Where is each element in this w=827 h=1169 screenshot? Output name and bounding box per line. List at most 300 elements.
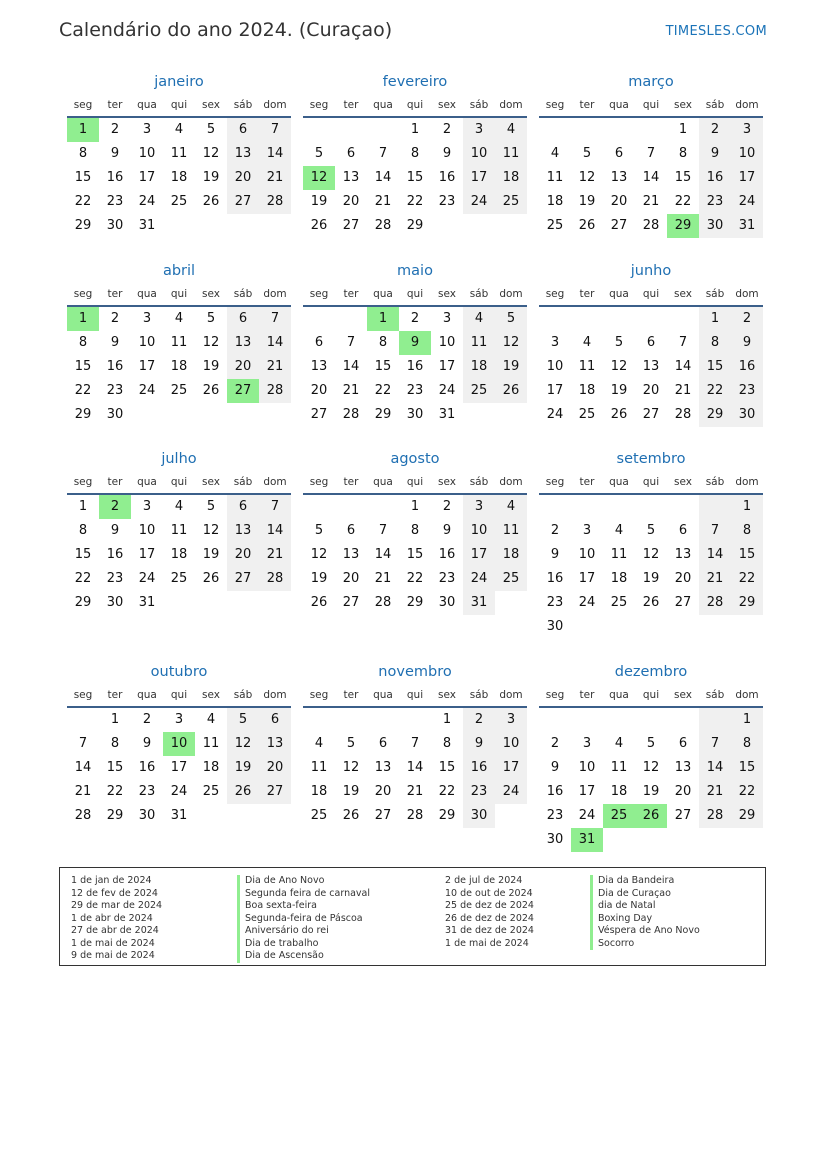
day-cell: 19 bbox=[578, 194, 596, 209]
empty-cell bbox=[667, 495, 699, 519]
day-cell: 19 bbox=[495, 355, 527, 379]
day-cell: 27 bbox=[259, 780, 291, 804]
day-cell: 11 bbox=[170, 335, 188, 350]
day-cell: 22 bbox=[438, 784, 456, 799]
empty-cell bbox=[195, 804, 227, 828]
day-cell: 14 bbox=[699, 543, 731, 567]
day-cell: 7 bbox=[378, 523, 388, 538]
day-cell: 3 bbox=[442, 311, 452, 326]
day-cell: 13 bbox=[642, 359, 660, 374]
day-cell: 13 bbox=[227, 519, 259, 543]
weekday-label: seg bbox=[309, 476, 329, 488]
day-cell: 14 bbox=[674, 359, 692, 374]
day-cell: 6 bbox=[646, 335, 656, 350]
day-cell: 15 bbox=[374, 359, 392, 374]
week-row bbox=[539, 118, 763, 142]
day-cell: 13 bbox=[610, 170, 628, 185]
day-cell: 26 bbox=[202, 571, 220, 586]
week-row bbox=[539, 307, 763, 331]
weekday-label: dom bbox=[735, 689, 759, 701]
empty-cell bbox=[571, 495, 603, 519]
month-title: abril bbox=[162, 263, 196, 279]
day-cell: 12 bbox=[303, 166, 335, 190]
day-cell: 24 bbox=[463, 190, 495, 214]
day-cell: 29 bbox=[106, 808, 124, 823]
day-cell: 2 bbox=[550, 736, 560, 751]
month-title: julho bbox=[161, 451, 197, 467]
day-cell: 6 bbox=[678, 736, 688, 751]
day-cell: 3 bbox=[731, 118, 763, 142]
weekday-label: sáb bbox=[233, 288, 253, 300]
day-cell: 10 bbox=[138, 146, 156, 161]
legend-holiday-name: dia de Natal bbox=[590, 900, 700, 913]
empty-cell bbox=[539, 708, 571, 732]
week-row bbox=[539, 519, 763, 543]
day-cell: 15 bbox=[74, 170, 92, 185]
day-cell: 14 bbox=[374, 170, 392, 185]
week-row bbox=[67, 780, 291, 804]
legend-date: 1 de abr de 2024 bbox=[71, 912, 153, 924]
weekday-label: qua bbox=[609, 288, 629, 300]
empty-cell bbox=[195, 591, 227, 615]
day-cell: 19 bbox=[202, 547, 220, 562]
weekday-label: qui bbox=[406, 288, 424, 300]
day-cell: 12 bbox=[202, 335, 220, 350]
weekday-label: sáb bbox=[705, 288, 725, 300]
day-cell: 29 bbox=[438, 808, 456, 823]
empty-cell bbox=[495, 403, 527, 427]
legend-holiday-name: Segunda feira de carnaval bbox=[237, 888, 370, 901]
week-row bbox=[539, 543, 763, 567]
day-cell: 30 bbox=[699, 214, 731, 238]
weekday-label: qua bbox=[137, 476, 157, 488]
empty-cell bbox=[303, 118, 335, 142]
day-cell: 13 bbox=[674, 547, 692, 562]
day-cell: 13 bbox=[310, 359, 328, 374]
day-cell: 9 bbox=[110, 146, 120, 161]
day-cell: 1 bbox=[78, 499, 88, 514]
day-cell: 25 bbox=[202, 784, 220, 799]
day-cell: 24 bbox=[463, 567, 495, 591]
day-cell: 12 bbox=[642, 760, 660, 775]
day-cell: 11 bbox=[495, 519, 527, 543]
empty-cell bbox=[495, 591, 527, 615]
day-cell: 2 bbox=[463, 708, 495, 732]
day-cell: 12 bbox=[227, 732, 259, 756]
week-row bbox=[303, 190, 527, 214]
day-cell: 2 bbox=[110, 122, 120, 137]
day-cell: 4 bbox=[463, 307, 495, 331]
weekday-label: ter bbox=[579, 476, 595, 488]
day-cell: 3 bbox=[463, 495, 495, 519]
weekday-label: sáb bbox=[705, 476, 725, 488]
day-cell: 8 bbox=[110, 736, 120, 751]
day-cell: 27 bbox=[642, 407, 660, 422]
week-row bbox=[67, 307, 291, 331]
day-cell: 17 bbox=[463, 166, 495, 190]
day-cell: 7 bbox=[646, 146, 656, 161]
day-cell: 24 bbox=[495, 780, 527, 804]
day-cell: 30 bbox=[546, 832, 564, 847]
day-cell: 4 bbox=[174, 499, 184, 514]
weekday-label: sex bbox=[202, 288, 220, 300]
empty-cell bbox=[635, 828, 667, 852]
day-cell: 5 bbox=[206, 311, 216, 326]
empty-cell bbox=[495, 214, 527, 238]
week-row bbox=[539, 567, 763, 591]
legend-date: 1 de jan de 2024 bbox=[71, 875, 152, 886]
day-cell: 21 bbox=[342, 383, 360, 398]
day-cell: 26 bbox=[310, 218, 328, 233]
day-cell: 14 bbox=[259, 142, 291, 166]
day-cell: 5 bbox=[582, 146, 592, 161]
day-cell: 10 bbox=[438, 335, 456, 350]
day-cell: 7 bbox=[410, 736, 420, 751]
day-cell: 12 bbox=[342, 760, 360, 775]
day-cell: 30 bbox=[463, 804, 495, 828]
day-cell: 12 bbox=[310, 547, 328, 562]
empty-cell bbox=[303, 708, 335, 732]
week-row bbox=[539, 780, 763, 804]
day-cell: 25 bbox=[170, 194, 188, 209]
empty-cell bbox=[603, 615, 635, 639]
weekday-header bbox=[67, 283, 291, 307]
day-cell: 2 bbox=[550, 523, 560, 538]
day-cell: 7 bbox=[699, 519, 731, 543]
legend-holiday-name: Dia de trabalho bbox=[237, 938, 370, 951]
day-cell: 20 bbox=[310, 383, 328, 398]
empty-cell bbox=[603, 495, 635, 519]
day-cell: 22 bbox=[74, 571, 92, 586]
day-cell: 16 bbox=[106, 547, 124, 562]
weekday-label: qua bbox=[137, 689, 157, 701]
weekday-label: qua bbox=[373, 99, 393, 111]
empty-cell bbox=[635, 708, 667, 732]
day-cell: 29 bbox=[406, 595, 424, 610]
month-title: janeiro bbox=[154, 74, 204, 90]
weekday-label: ter bbox=[343, 99, 359, 111]
day-cell: 16 bbox=[138, 760, 156, 775]
empty-cell bbox=[195, 403, 227, 427]
week-row bbox=[539, 355, 763, 379]
day-cell: 15 bbox=[438, 760, 456, 775]
day-cell: 18 bbox=[610, 784, 628, 799]
empty-cell bbox=[635, 495, 667, 519]
day-cell: 16 bbox=[438, 170, 456, 185]
week-row bbox=[303, 732, 527, 756]
day-cell: 15 bbox=[674, 170, 692, 185]
day-cell: 10 bbox=[463, 519, 495, 543]
weekday-label: qua bbox=[137, 99, 157, 111]
day-cell: 18 bbox=[495, 166, 527, 190]
legend-date: 29 de mar de 2024 bbox=[71, 900, 163, 911]
day-cell: 19 bbox=[310, 571, 328, 586]
legend-date: 1 de mai de 2024 bbox=[71, 937, 155, 949]
empty-cell bbox=[335, 495, 367, 519]
weekday-label: seg bbox=[73, 99, 93, 111]
day-cell: 21 bbox=[259, 166, 291, 190]
day-cell: 26 bbox=[202, 383, 220, 398]
day-cell: 1 bbox=[410, 122, 420, 137]
legend-date: 1 de mai de 2024 bbox=[445, 937, 529, 949]
day-cell: 26 bbox=[635, 804, 667, 828]
weekday-label: dom bbox=[263, 689, 287, 701]
week-row bbox=[67, 142, 291, 166]
week-row bbox=[539, 331, 763, 355]
day-cell: 28 bbox=[699, 591, 731, 615]
day-cell: 26 bbox=[642, 595, 660, 610]
week-row bbox=[67, 519, 291, 543]
day-cell: 1 bbox=[731, 708, 763, 732]
day-cell: 4 bbox=[614, 523, 624, 538]
empty-cell bbox=[539, 307, 571, 331]
empty-cell bbox=[667, 615, 699, 639]
week-row bbox=[303, 166, 527, 190]
day-cell: 1 bbox=[67, 307, 99, 331]
day-cell: 11 bbox=[578, 359, 596, 374]
weekday-label: ter bbox=[579, 288, 595, 300]
weekday-label: sáb bbox=[233, 99, 253, 111]
week-row bbox=[303, 403, 527, 427]
day-cell: 25 bbox=[546, 218, 564, 233]
day-cell: 29 bbox=[699, 403, 731, 427]
week-row bbox=[303, 142, 527, 166]
day-cell: 29 bbox=[406, 218, 424, 233]
empty-cell bbox=[635, 615, 667, 639]
week-row bbox=[67, 331, 291, 355]
empty-cell bbox=[335, 708, 367, 732]
day-cell: 2 bbox=[99, 495, 131, 519]
week-row bbox=[303, 708, 527, 732]
empty-cell bbox=[571, 708, 603, 732]
site-link[interactable]: TIMESLES.COM bbox=[665, 24, 767, 39]
day-cell: 5 bbox=[646, 736, 656, 751]
week-row bbox=[539, 495, 763, 519]
day-cell: 25 bbox=[495, 190, 527, 214]
day-cell: 19 bbox=[642, 571, 660, 586]
day-cell: 20 bbox=[342, 571, 360, 586]
day-cell: 21 bbox=[374, 194, 392, 209]
empty-cell bbox=[303, 495, 335, 519]
day-cell: 18 bbox=[610, 571, 628, 586]
day-cell: 19 bbox=[642, 784, 660, 799]
day-cell: 17 bbox=[731, 166, 763, 190]
day-cell: 3 bbox=[174, 712, 184, 727]
day-cell: 29 bbox=[374, 407, 392, 422]
weekday-label: seg bbox=[309, 99, 329, 111]
weekday-header bbox=[303, 283, 527, 307]
day-cell: 22 bbox=[406, 194, 424, 209]
day-cell: 10 bbox=[578, 547, 596, 562]
day-cell: 13 bbox=[342, 170, 360, 185]
weekday-header bbox=[303, 471, 527, 495]
day-cell: 24 bbox=[438, 383, 456, 398]
day-cell: 23 bbox=[406, 383, 424, 398]
empty-cell bbox=[399, 708, 431, 732]
day-cell: 12 bbox=[578, 170, 596, 185]
weekday-label: qui bbox=[642, 99, 660, 111]
day-cell: 14 bbox=[74, 760, 92, 775]
day-cell: 17 bbox=[578, 784, 596, 799]
legend-names-right bbox=[590, 875, 700, 950]
day-cell: 30 bbox=[138, 808, 156, 823]
day-cell: 28 bbox=[259, 190, 291, 214]
day-cell: 4 bbox=[174, 311, 184, 326]
empty-cell bbox=[367, 708, 399, 732]
day-cell: 30 bbox=[438, 595, 456, 610]
day-cell: 24 bbox=[138, 571, 156, 586]
day-cell: 23 bbox=[463, 780, 495, 804]
empty-cell bbox=[667, 307, 699, 331]
weekday-label: dom bbox=[735, 476, 759, 488]
day-cell: 17 bbox=[463, 543, 495, 567]
weekday-label: seg bbox=[73, 288, 93, 300]
day-cell: 19 bbox=[202, 359, 220, 374]
weekday-label: qua bbox=[373, 689, 393, 701]
day-cell: 15 bbox=[406, 170, 424, 185]
weekday-header bbox=[67, 684, 291, 708]
day-cell: 16 bbox=[406, 359, 424, 374]
weekday-label: sex bbox=[438, 288, 456, 300]
day-cell: 18 bbox=[170, 170, 188, 185]
empty-cell bbox=[367, 495, 399, 519]
week-row bbox=[67, 118, 291, 142]
day-cell: 20 bbox=[227, 355, 259, 379]
day-cell: 8 bbox=[731, 732, 763, 756]
empty-cell bbox=[539, 118, 571, 142]
day-cell: 28 bbox=[342, 407, 360, 422]
empty-cell bbox=[731, 828, 763, 852]
empty-cell bbox=[667, 708, 699, 732]
day-cell: 21 bbox=[406, 784, 424, 799]
month-junho bbox=[539, 259, 763, 427]
day-cell: 30 bbox=[731, 403, 763, 427]
day-cell: 22 bbox=[731, 567, 763, 591]
day-cell: 17 bbox=[170, 760, 188, 775]
week-row bbox=[539, 379, 763, 403]
weekday-header bbox=[67, 471, 291, 495]
weekday-label: dom bbox=[263, 288, 287, 300]
day-cell: 4 bbox=[614, 736, 624, 751]
day-cell: 18 bbox=[578, 383, 596, 398]
day-cell: 17 bbox=[578, 571, 596, 586]
empty-cell bbox=[495, 804, 527, 828]
week-row bbox=[67, 708, 291, 732]
day-cell: 30 bbox=[406, 407, 424, 422]
day-cell: 4 bbox=[174, 122, 184, 137]
day-cell: 27 bbox=[342, 595, 360, 610]
legend-holiday-name: Dia de Curaçao bbox=[590, 888, 700, 901]
weekday-label: seg bbox=[73, 689, 93, 701]
weekday-header bbox=[539, 684, 763, 708]
day-cell: 30 bbox=[106, 595, 124, 610]
legend-date: 26 de dez de 2024 bbox=[445, 912, 534, 924]
empty-cell bbox=[571, 307, 603, 331]
month-março bbox=[539, 70, 763, 238]
day-cell: 1 bbox=[678, 122, 688, 137]
day-cell: 11 bbox=[610, 760, 628, 775]
week-row bbox=[303, 214, 527, 238]
day-cell: 4 bbox=[495, 118, 527, 142]
legend-holiday-name: Boa sexta-feira bbox=[237, 900, 370, 913]
weekday-label: seg bbox=[545, 476, 565, 488]
week-row bbox=[67, 379, 291, 403]
day-cell: 7 bbox=[259, 307, 291, 331]
day-cell: 20 bbox=[342, 194, 360, 209]
day-cell: 7 bbox=[378, 146, 388, 161]
week-row bbox=[67, 214, 291, 238]
day-cell: 4 bbox=[206, 712, 216, 727]
day-cell: 27 bbox=[674, 595, 692, 610]
weekday-label: sáb bbox=[233, 689, 253, 701]
weekday-label: qui bbox=[170, 99, 188, 111]
day-cell: 13 bbox=[374, 760, 392, 775]
weekday-header bbox=[539, 283, 763, 307]
day-cell: 21 bbox=[374, 571, 392, 586]
day-cell: 15 bbox=[74, 359, 92, 374]
day-cell: 8 bbox=[699, 331, 731, 355]
day-cell: 14 bbox=[699, 756, 731, 780]
day-cell: 31 bbox=[138, 595, 156, 610]
weekday-label: ter bbox=[579, 689, 595, 701]
day-cell: 6 bbox=[346, 523, 356, 538]
month-agosto bbox=[303, 447, 527, 615]
day-cell: 24 bbox=[578, 595, 596, 610]
day-cell: 8 bbox=[731, 519, 763, 543]
day-cell: 24 bbox=[546, 407, 564, 422]
day-cell: 9 bbox=[110, 335, 120, 350]
weekday-label: ter bbox=[107, 288, 123, 300]
day-cell: 16 bbox=[463, 756, 495, 780]
weekday-label: dom bbox=[499, 476, 523, 488]
day-cell: 18 bbox=[202, 760, 220, 775]
day-cell: 29 bbox=[74, 218, 92, 233]
week-row bbox=[67, 732, 291, 756]
day-cell: 2 bbox=[142, 712, 152, 727]
day-cell: 17 bbox=[138, 170, 156, 185]
day-cell: 8 bbox=[78, 335, 88, 350]
day-cell: 21 bbox=[259, 543, 291, 567]
day-cell: 1 bbox=[699, 307, 731, 331]
empty-cell bbox=[259, 403, 291, 427]
weekday-header bbox=[539, 94, 763, 118]
day-cell: 29 bbox=[731, 804, 763, 828]
day-cell: 26 bbox=[202, 194, 220, 209]
empty-cell bbox=[335, 307, 367, 331]
weekday-label: sex bbox=[202, 99, 220, 111]
day-cell: 10 bbox=[578, 760, 596, 775]
day-cell: 26 bbox=[227, 780, 259, 804]
empty-cell bbox=[603, 307, 635, 331]
day-cell: 23 bbox=[106, 383, 124, 398]
day-cell: 23 bbox=[699, 190, 731, 214]
day-cell: 28 bbox=[674, 407, 692, 422]
day-cell: 23 bbox=[546, 595, 564, 610]
week-row bbox=[539, 142, 763, 166]
weekday-label: dom bbox=[263, 99, 287, 111]
day-cell: 15 bbox=[731, 756, 763, 780]
day-cell: 26 bbox=[610, 407, 628, 422]
day-cell: 8 bbox=[410, 146, 420, 161]
week-row bbox=[67, 543, 291, 567]
holiday-legend bbox=[59, 867, 766, 966]
weekday-label: dom bbox=[735, 288, 759, 300]
empty-cell bbox=[335, 118, 367, 142]
legend-holiday-name: Véspera de Ano Novo bbox=[590, 925, 700, 938]
day-cell: 8 bbox=[442, 736, 452, 751]
day-cell: 17 bbox=[495, 756, 527, 780]
day-cell: 5 bbox=[314, 146, 324, 161]
